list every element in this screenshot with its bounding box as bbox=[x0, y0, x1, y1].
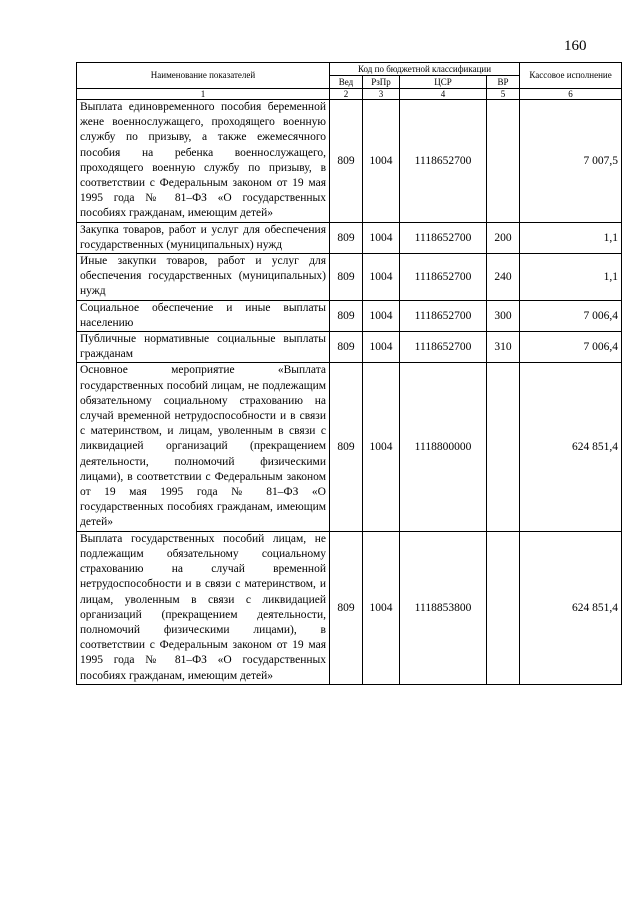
row-name: Публичные нормативные социальные выплаты гражданам bbox=[77, 332, 330, 363]
row-csr: 1118652700 bbox=[400, 222, 487, 253]
header-amount: Кассовое исполнение bbox=[520, 63, 622, 89]
row-ved: 809 bbox=[330, 531, 363, 684]
table-row bbox=[77, 254, 622, 301]
row-rzpr: 1004 bbox=[363, 222, 400, 253]
header-vr: ВР bbox=[487, 76, 520, 89]
row-amount: 7 006,4 bbox=[520, 300, 622, 331]
row-csr: 1118800000 bbox=[400, 363, 487, 531]
row-rzpr: 1004 bbox=[363, 332, 400, 363]
column-number: 1 bbox=[77, 89, 330, 100]
row-ved: 809 bbox=[330, 222, 363, 253]
column-number: 5 bbox=[487, 89, 520, 100]
row-ved: 809 bbox=[330, 100, 363, 223]
header-code-group: Код по бюджетной классификации bbox=[330, 63, 520, 76]
row-name: Закупка товаров, работ и услуг для обеспечения государственных (муниципальных) нужд bbox=[77, 222, 330, 253]
row-rzpr: 1004 bbox=[363, 254, 400, 301]
row-amount: 1,1 bbox=[520, 254, 622, 301]
row-rzpr: 1004 bbox=[363, 100, 400, 223]
row-vr: 200 bbox=[487, 222, 520, 253]
row-vr bbox=[487, 531, 520, 684]
table-row bbox=[77, 100, 622, 223]
column-number: 4 bbox=[400, 89, 487, 100]
table-row bbox=[77, 363, 622, 531]
row-vr: 300 bbox=[487, 300, 520, 331]
header-csr: ЦСР bbox=[400, 76, 487, 89]
row-amount: 624 851,4 bbox=[520, 363, 622, 531]
column-number: 2 bbox=[330, 89, 363, 100]
header-ved: Вед bbox=[330, 76, 363, 89]
column-number: 6 bbox=[520, 89, 622, 100]
column-number-row bbox=[77, 89, 622, 100]
column-number: 3 bbox=[363, 89, 400, 100]
row-vr: 240 bbox=[487, 254, 520, 301]
row-ved: 809 bbox=[330, 332, 363, 363]
header-rzpr: РзПр bbox=[363, 76, 400, 89]
header-name: Наименование показателей bbox=[77, 63, 330, 89]
row-rzpr: 1004 bbox=[363, 300, 400, 331]
row-vr bbox=[487, 363, 520, 531]
row-csr: 1118652700 bbox=[400, 254, 487, 301]
row-rzpr: 1004 bbox=[363, 531, 400, 684]
row-csr: 1118652700 bbox=[400, 100, 487, 223]
row-name: Иные закупки товаров, работ и услуг для обеспечения государственных (муниципальных) нужд bbox=[77, 254, 330, 301]
row-ved: 809 bbox=[330, 363, 363, 531]
row-name: Выплата единовременного пособия беременной жене военнослужащего, проходящего военную службу по призыву, а также ежемесячного пособия на ребенка военнослужащего, проходящего военную службу по призыву, в соответствии с Федеральным законом от 19 мая 1995 года № 81–ФЗ «О государственных пособиях гражданам, имеющим детей» bbox=[77, 100, 330, 223]
table-row bbox=[77, 222, 622, 253]
table-row bbox=[77, 332, 622, 363]
row-name: Выплата государственных пособий лицам, не подлежащим обязательному социальному страхованию на случай временной нетрудоспособности и в связи с материнством, и лицам, уволенным в связи с ликвидацией организаций (прекращением деятельности, полномочий физическими лицами), в соответствии с Федеральным законом от 19 мая 1995 года № 81–ФЗ «О государственных пособиях гражданам, имеющим детей» bbox=[77, 531, 330, 684]
row-csr: 1118652700 bbox=[400, 300, 487, 331]
row-amount: 7 007,5 bbox=[520, 100, 622, 223]
row-name: Основное мероприятие «Выплата государственных пособий лицам, не подлежащим обязательному социальному страхованию на случай временной нетрудоспособности и в связи с материнством, и лицам, уволенным в связи с ликвидацией организаций (прекращением деятельности, полномочий физическими лицами), в соответствии с Федеральным законом от 19 мая 1995 года № 81–ФЗ «О государственных пособиях гражданам, имеющим детей» bbox=[77, 363, 330, 531]
row-vr: 310 bbox=[487, 332, 520, 363]
row-csr: 1118853800 bbox=[400, 531, 487, 684]
row-csr: 1118652700 bbox=[400, 332, 487, 363]
budget-table bbox=[76, 62, 622, 685]
table-row bbox=[77, 531, 622, 684]
row-amount: 624 851,4 bbox=[520, 531, 622, 684]
table-row bbox=[77, 300, 622, 331]
row-amount: 7 006,4 bbox=[520, 332, 622, 363]
row-vr bbox=[487, 100, 520, 223]
row-ved: 809 bbox=[330, 254, 363, 301]
row-name: Социальное обеспечение и иные выплаты населению bbox=[77, 300, 330, 331]
row-rzpr: 1004 bbox=[363, 363, 400, 531]
row-amount: 1,1 bbox=[520, 222, 622, 253]
page-number: 160 bbox=[564, 38, 587, 54]
row-ved: 809 bbox=[330, 300, 363, 331]
